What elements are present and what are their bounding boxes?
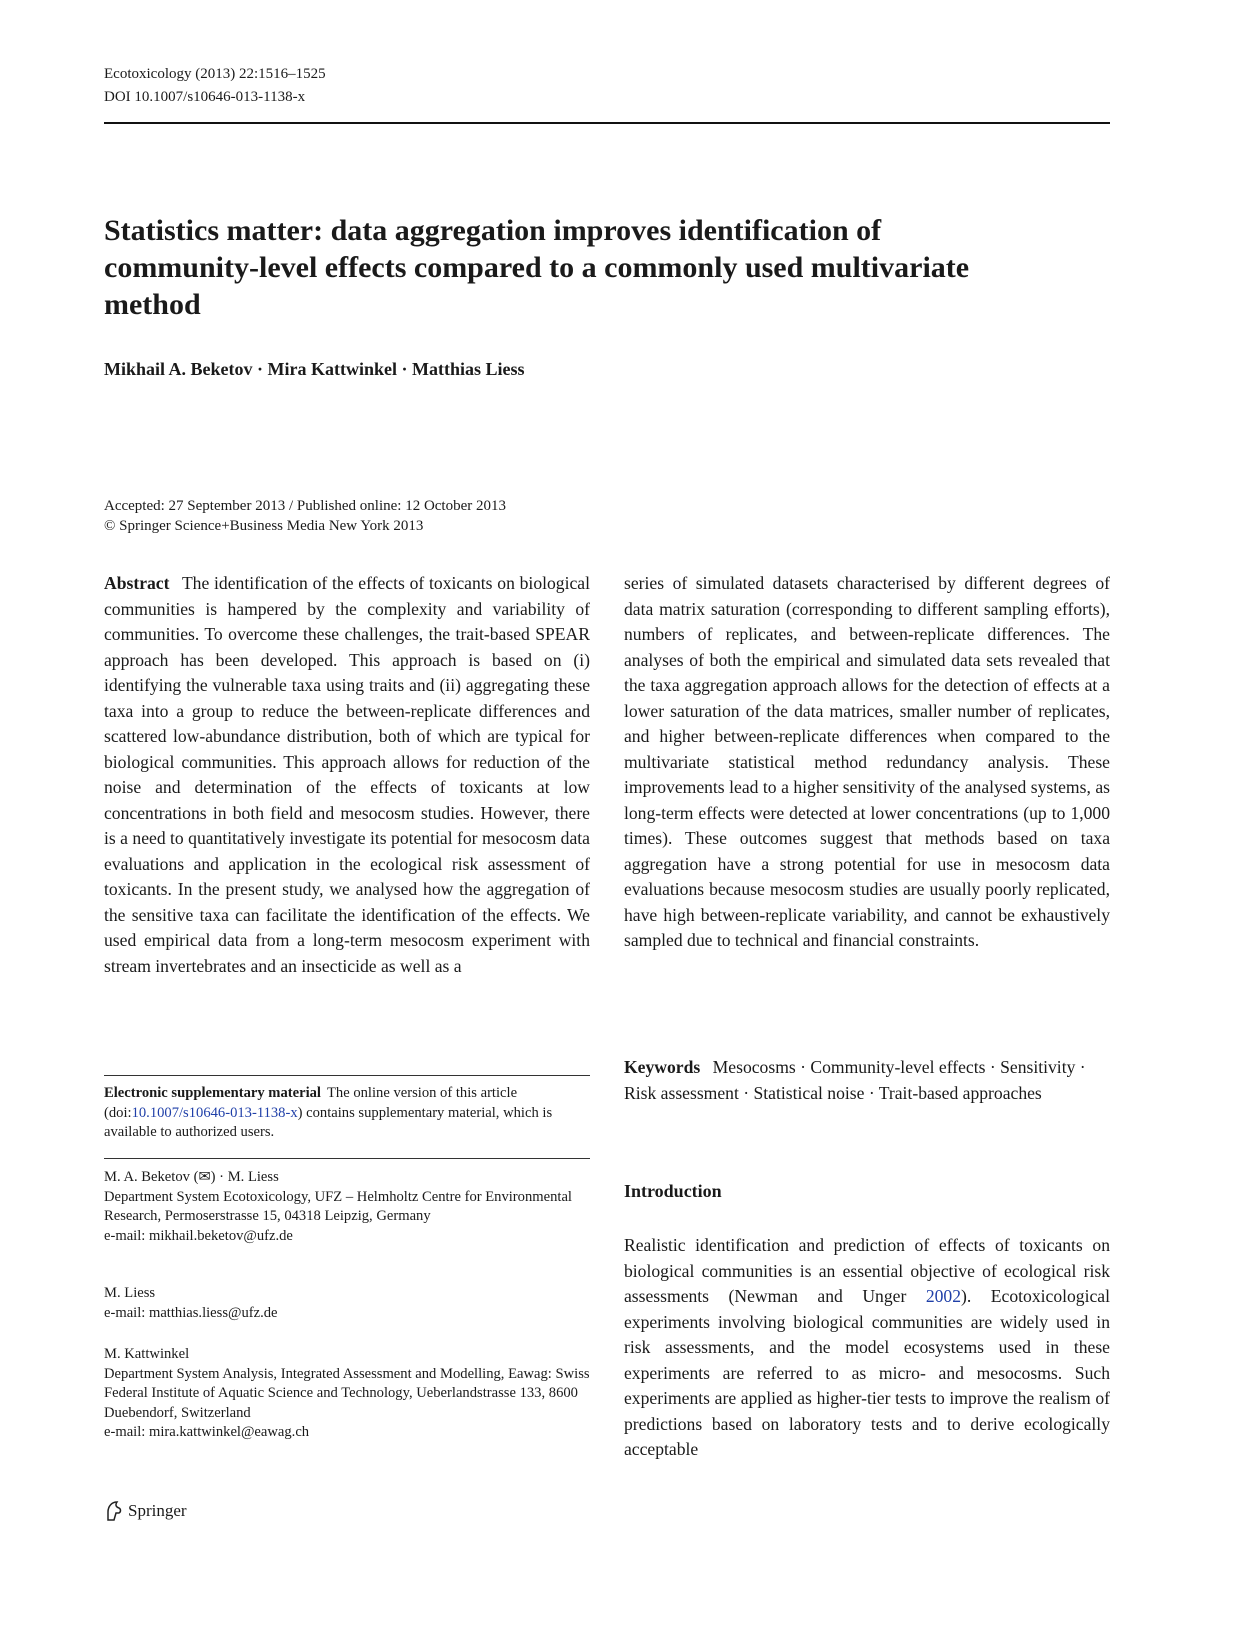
supplementary-note xyxy=(104,1084,590,1143)
accepted-published-line: Accepted: 27 September 2013 / Published online: 12 October 2013 xyxy=(104,498,507,514)
abstract-right-column xyxy=(624,571,1110,954)
introduction-text xyxy=(624,1233,1110,1463)
introduction-heading: Introduction xyxy=(624,1181,722,1201)
abstract-text-left: The identification of the effects of toxicants on biological communities is hampered by the complexity and variability of communities. To overcome these challenges, the trait-based SPEAR approach has been developed. This approach is based on (i) identifying the vulnerable taxa using traits and (ii) aggregating these taxa into a group to reduce the between-replicate differences and scattered low-abundance distribution, both of which are typical for biological communities. This approach allows for reduction of the noise and determination of the effects of toxicants at low concentrations in both field and mesocosm studies. However, there is a need to quantitatively investigate its potential for mesocosm data evaluations and application in the ecological risk assessment of toxicants. In the present study, we analysed how the aggregation of the sensitive taxa can facilitate the identification of the effects. We used empirical data from a long-term mesocosm experiment with stream invertebrates and an insecticide as well as a xyxy=(104,573,590,976)
publication-dates xyxy=(104,496,506,536)
esm-doi-link[interactable]: 10.1007/s10646-013-1138-x xyxy=(131,1104,298,1121)
abstract-label: Abstract xyxy=(104,573,170,593)
keywords-label: Keywords xyxy=(624,1057,701,1077)
paper-title: Statistics matter: data aggregation improves identification of community-level effects compared to a commonly used multivariate method xyxy=(104,214,970,321)
springer-wordmark: Springer xyxy=(128,1501,187,1520)
keywords-block xyxy=(624,1055,1110,1106)
esm-text-before: The online version of this article (doi: xyxy=(104,1085,518,1121)
footnote-rule xyxy=(104,1075,590,1076)
esm-text-after: ) contains supplementary material, which is available to authorized users. xyxy=(104,1104,553,1140)
affiliation-1-email[interactable]: e-mail: mikhail.beketov@ufz.de xyxy=(104,1227,293,1244)
affiliation-2-email[interactable]: e-mail: matthias.liess@ufz.de xyxy=(104,1304,278,1321)
affiliation-rule xyxy=(104,1158,590,1159)
abstract-left-column xyxy=(104,571,590,979)
journal-citation: Ecotoxicology (2013) 22:1516–1525 xyxy=(104,66,326,82)
keywords-text: Mesocosms · Community-level effects · Sensitivity · Risk assessment · Statistical noise · Trait-based approaches xyxy=(624,1057,1086,1103)
esm-label: Electronic supplementary material xyxy=(104,1085,321,1101)
affiliation-3-email[interactable]: e-mail: mira.kattwinkel@eawag.ch xyxy=(104,1424,310,1440)
springer-horse-icon xyxy=(104,1500,124,1522)
abstract-text-right: series of simulated datasets characterised by different degrees of data matrix saturation (corresponding to different sampling efforts), numbers of replicates, and between-replicate differences. The analyses of both the empirical and simulated data sets revealed that the taxa aggregation approach allows for the detection of effects at a lower saturation of the data matrices, smaller number of replicates, and higher between-replicate differences when compared to the multivariate statistical method redundancy analysis. These improvements lead to a higher sensitivity of the analysed systems, as long-term effects were detected at lower concentrations (up to 1,000 times). These outcomes suggest that methods based on taxa aggregation have a strong potential for use in mesocosm data evaluations because mesocosm studies are usually poorly replicated, have high between-replicate variability, and cannot be exhaustively sampled due to technical and financial constraints. xyxy=(624,573,1110,950)
affiliation-2-name: M. Liess xyxy=(104,1285,156,1301)
intro-text-before: Realistic identification and prediction of effects of toxicants on biological communities is an essential objective of ecological risk assessments (Newman and Unger xyxy=(624,1235,1110,1306)
affiliation-1-dept: Department System Ecotoxicology, UFZ – Helmholtz Centre for Environmental Research, Permoserstrasse 15, 04318 Leipzig, Germany xyxy=(104,1188,572,1224)
affiliation-2 xyxy=(104,1284,590,1323)
affiliation-1 xyxy=(104,1168,590,1246)
header-rule xyxy=(104,122,1110,124)
article-doi: DOI 10.1007/s10646-013-1138-x xyxy=(104,89,306,105)
intro-text-after: ). Ecotoxicological experiments involving biological communities are widely used in risk assessments, and the model ecosystems used in these experiments are referred to as micro- and mesocosms. Such experiments are applied as higher-tier tests to improve the realism of predictions based on laboratory tests and to derive ecologically acceptable xyxy=(624,1286,1110,1459)
springer-logo xyxy=(104,1500,187,1522)
affiliation-3-dept: Department System Analysis, Integrated Assessment and Modelling, Eawag: Swiss Federal Institute of Aquatic Science and Technology, Ueberlandstrasse 133, 8600 Duebendorf, Switzerland xyxy=(104,1365,590,1421)
affiliation-3-name: M. Kattwinkel xyxy=(104,1346,190,1362)
citation-link[interactable]: 2002 xyxy=(925,1286,962,1306)
affiliation-3 xyxy=(104,1345,590,1443)
copyright-line: © Springer Science+Business Media New York 2013 xyxy=(104,518,424,534)
author-list: Mikhail A. Beketov · Mira Kattwinkel · Matthias Liess xyxy=(104,359,525,379)
affiliation-1-names: M. A. Beketov (✉) · M. Liess xyxy=(104,1169,279,1185)
